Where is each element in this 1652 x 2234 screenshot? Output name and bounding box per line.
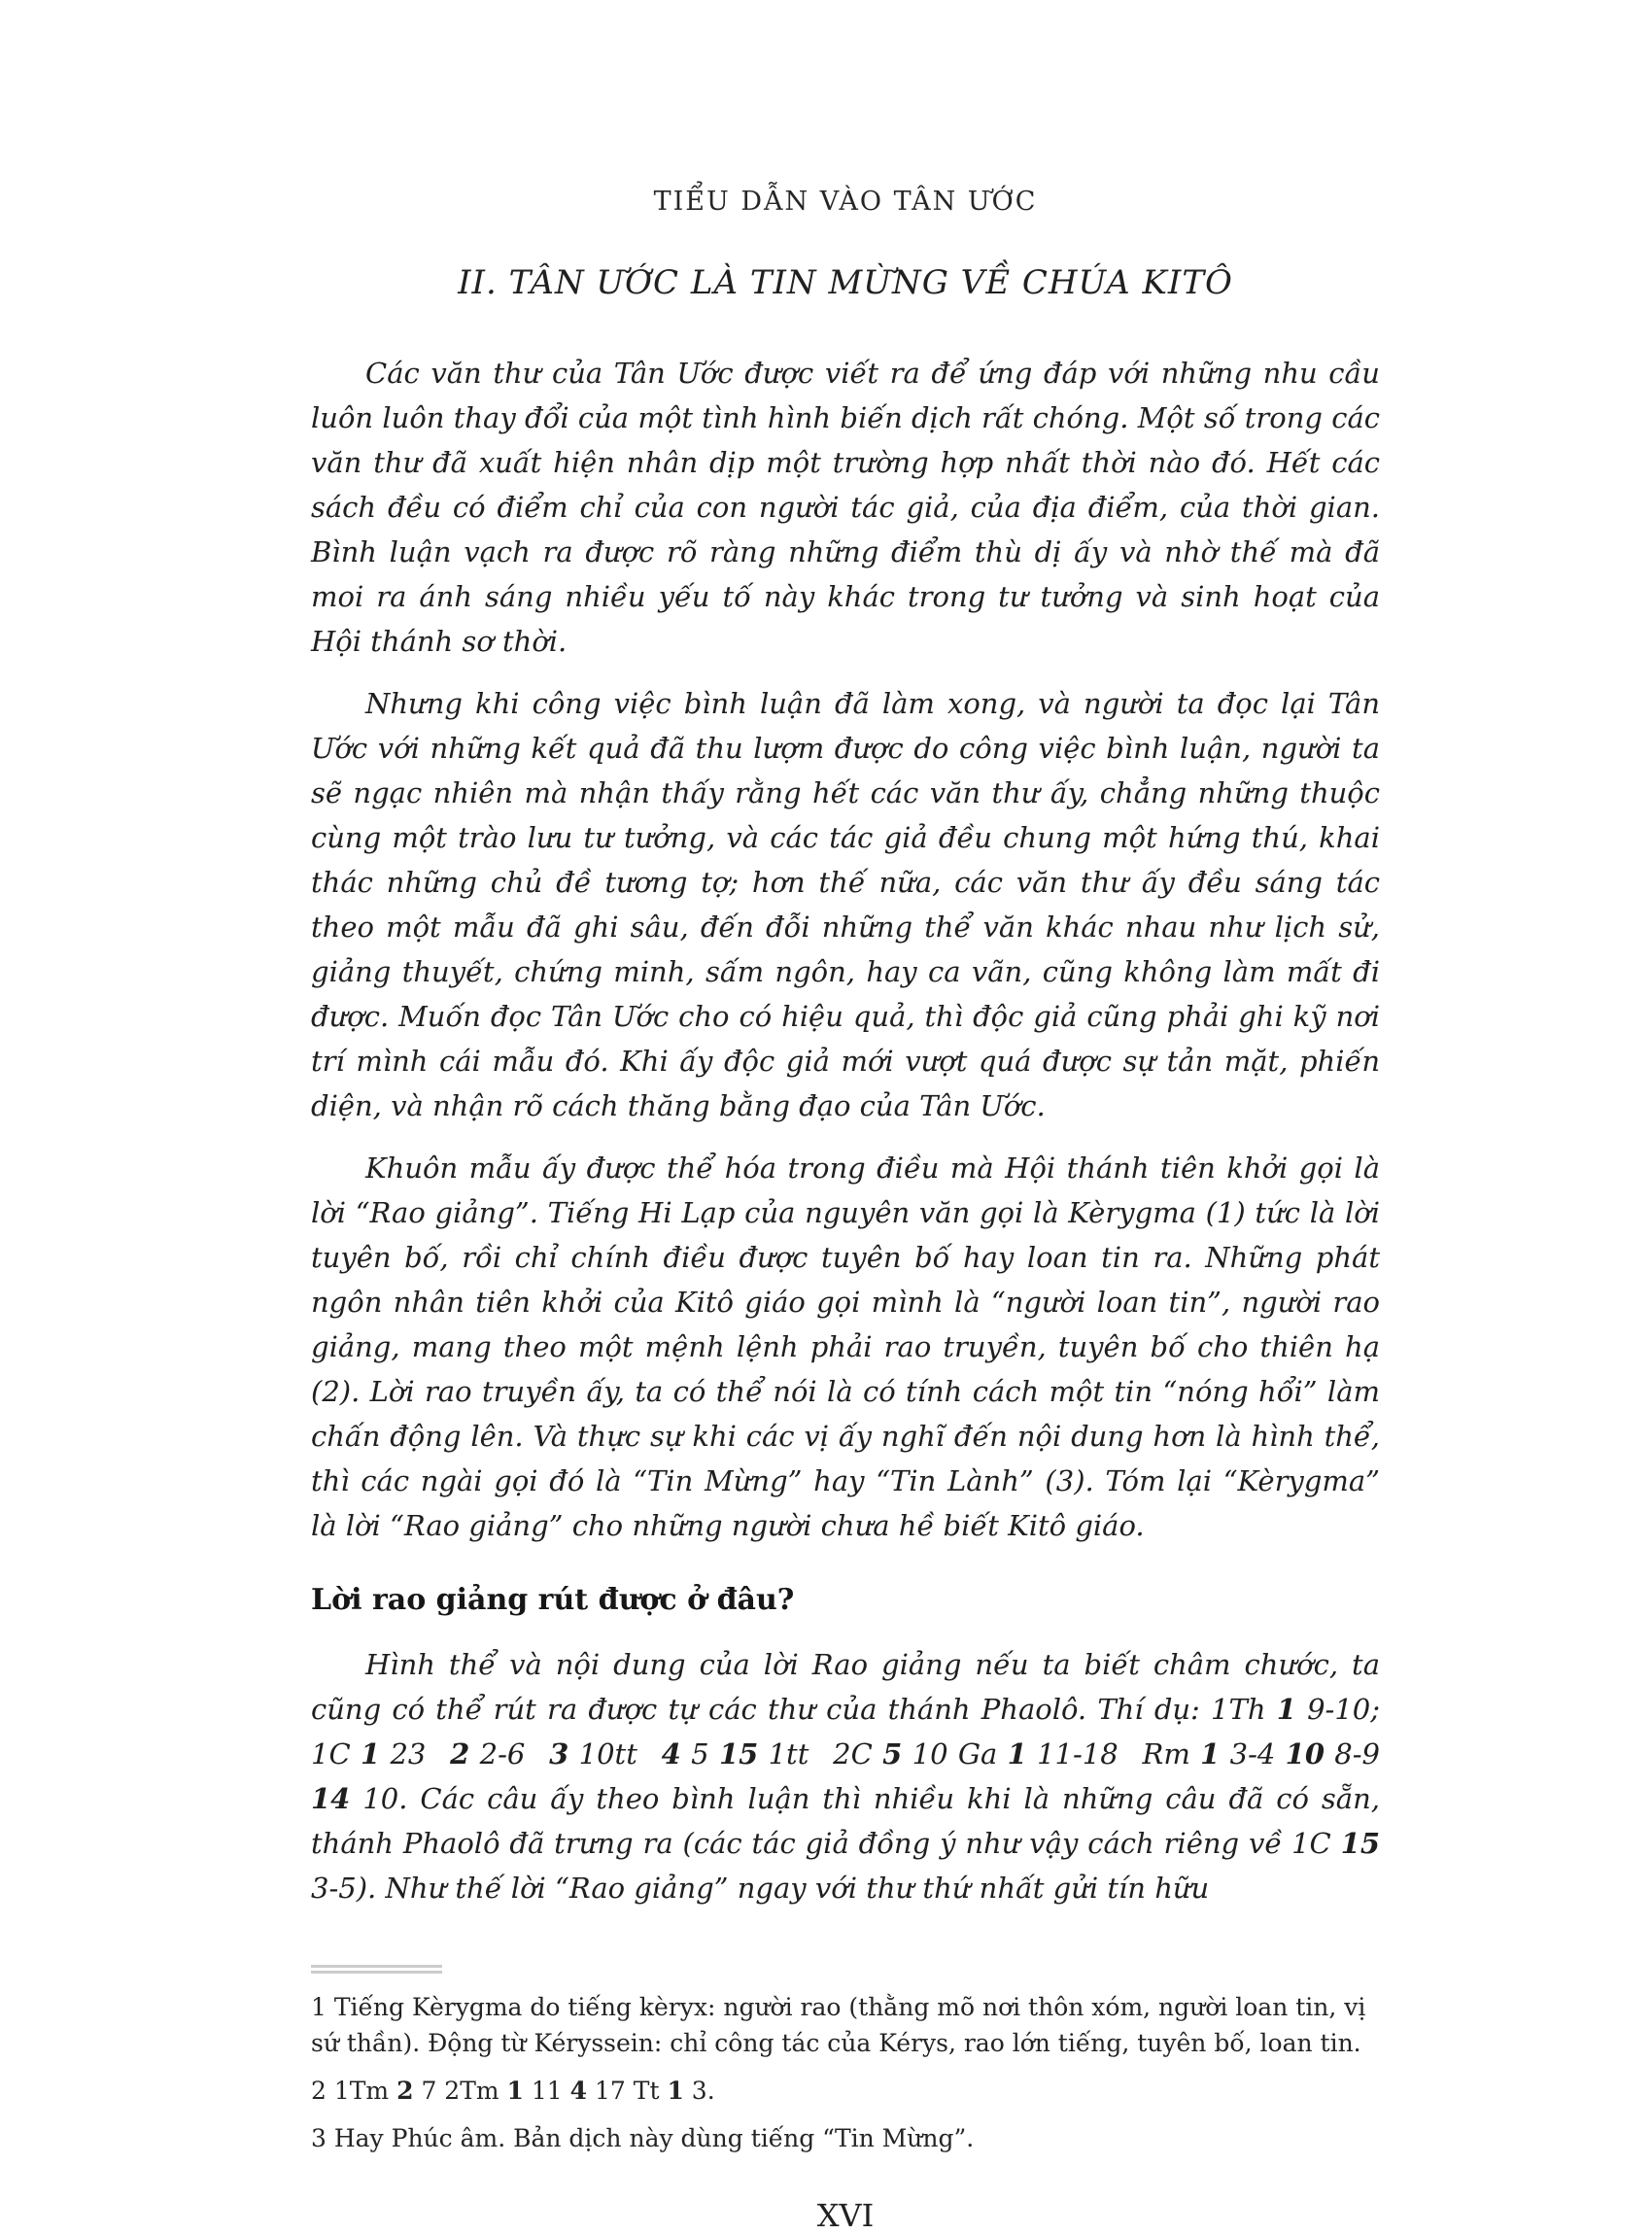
paragraph-3: Khuôn mẫu ấy được thể hóa trong điều mà Hội thánh tiên khởi gọi là lời “Rao giảng”. Tiếng Hi Lạp của nguyên văn gọi là Kèrygma (1) tức là lời tuyên bố, rồi chỉ chính điều được tuyên bố hay loan tin ra. Những phát ngôn nhân tiên khởi của Kitô giáo gọi mình là “người loan tin”, người rao giảng, mang theo một mệnh lệnh phải rao truyền, tuyên bố cho thiên hạ (2). Lời rao truyền ấy, ta có thể nói là có tính cách một tin “nóng hổi” làm chấn động lên. Và thực sự khi các vị ấy nghĩ đến nội dung hơn là hình thể, thì các ngài gọi đó là “Tin Mừng” hay “Tin Lành” (3). Tóm lại “Kèrygma” là lời “Rao giảng” cho những người chưa hề biết Kitô giáo. xyxy=(311,1151,1380,1542)
page-number: XVI xyxy=(816,2197,875,2234)
footnote-divider xyxy=(311,1965,442,1974)
paragraph-1: Các văn thư của Tân Ước được viết ra để ứng đáp với những nhu cầu luôn luôn thay đổi của một tình hình biến dịch rất chóng. Một số trong các văn thư đã xuất hiện nhân dịp một trường hợp nhất thời nào đó. Hết các sách đều có điểm chỉ của con người tác giả, của địa điểm, của thời gian. Bình luận vạch ra được rõ ràng những điểm thù dị ấy và nhờ thế mà đã moi ra ánh sáng nhiều yếu tố này khác trong tư tưởng và sinh hoạt của Hội thánh sơ thời. xyxy=(311,357,1380,658)
footnote-1: 1 Tiếng Kèrygma do tiếng kèryx: người rao (thằng mõ nơi thôn xóm, người loan tin, vị sứ thần). Động từ Kéryssein: chỉ công tác của Kérys, rao lớn tiếng, tuyên bố, loan tin. xyxy=(311,1993,1366,2057)
subheading: Lời rao giảng rút được ở đâu? xyxy=(311,1583,795,1617)
paragraph-references: Hình thể và nội dung của lời Rao giảng nếu ta biết châm chước, ta cũng có thể rút ra được tự các thư của thánh Phaolô. Thí dụ: 1Th 1 9-10; 1C 1 23 2 2-6 3 10tt 4 5 15 1tt 2C 5 10 Ga 1 11-18 Rm 1 3-4 10 8-9 14 10. Các câu ấy theo bình luận thì nhiều khi là những câu đã có sẵn, thánh Phaolô đã trưng ra (các tác giả đồng ý như vậy cách riêng về 1C 15 3-5). Như thế lời “Rao giảng” ngay với thư thứ nhất gửi tín hữu xyxy=(311,1648,1381,1905)
footnotes-section xyxy=(311,1965,1380,2156)
footnote-2: 2 1Tm 2 7 2Tm 1 11 4 17 Tt 1 3. xyxy=(311,2077,715,2105)
section-title: II. TÂN ƯỚC LÀ TIN MỪNG VỀ CHÚA KITÔ xyxy=(458,263,1233,302)
running-head: TIỂU DẪN VÀO TÂN ƯỚC xyxy=(653,187,1038,217)
paragraph-2: Nhưng khi công việc bình luận đã làm xong, và người ta đọc lại Tân Ước với những kết quả đã thu lượm được do công việc bình luận, người ta sẽ ngạc nhiên mà nhận thấy rằng hết các văn thư ấy, chẳng những thuộc cùng một trào lưu tư tưởng, và các tác giả đều chung một hứng thú, khai thác những chủ đề tương tợ; hơn thế nữa, các văn thư ấy đều sáng tác theo một mẫu đã ghi sâu, đến đỗi những thể văn khác nhau như lịch sử, giảng thuyết, chứng minh, sấm ngôn, hay ca vãn, cũng không làm mất đi được. Muốn đọc Tân Ước cho có hiệu quả, thì độc giả cũng phải ghi kỹ nơi trí mình cái mẫu đó. Khi ấy độc giả mới vượt quá được sự tản mặt, phiến diện, và nhận rõ cách thăng bằng đạo của Tân Ước. xyxy=(311,687,1380,1122)
footnote-3: 3 Hay Phúc âm. Bản dịch này dùng tiếng “Tin Mừng”. xyxy=(311,2124,975,2152)
